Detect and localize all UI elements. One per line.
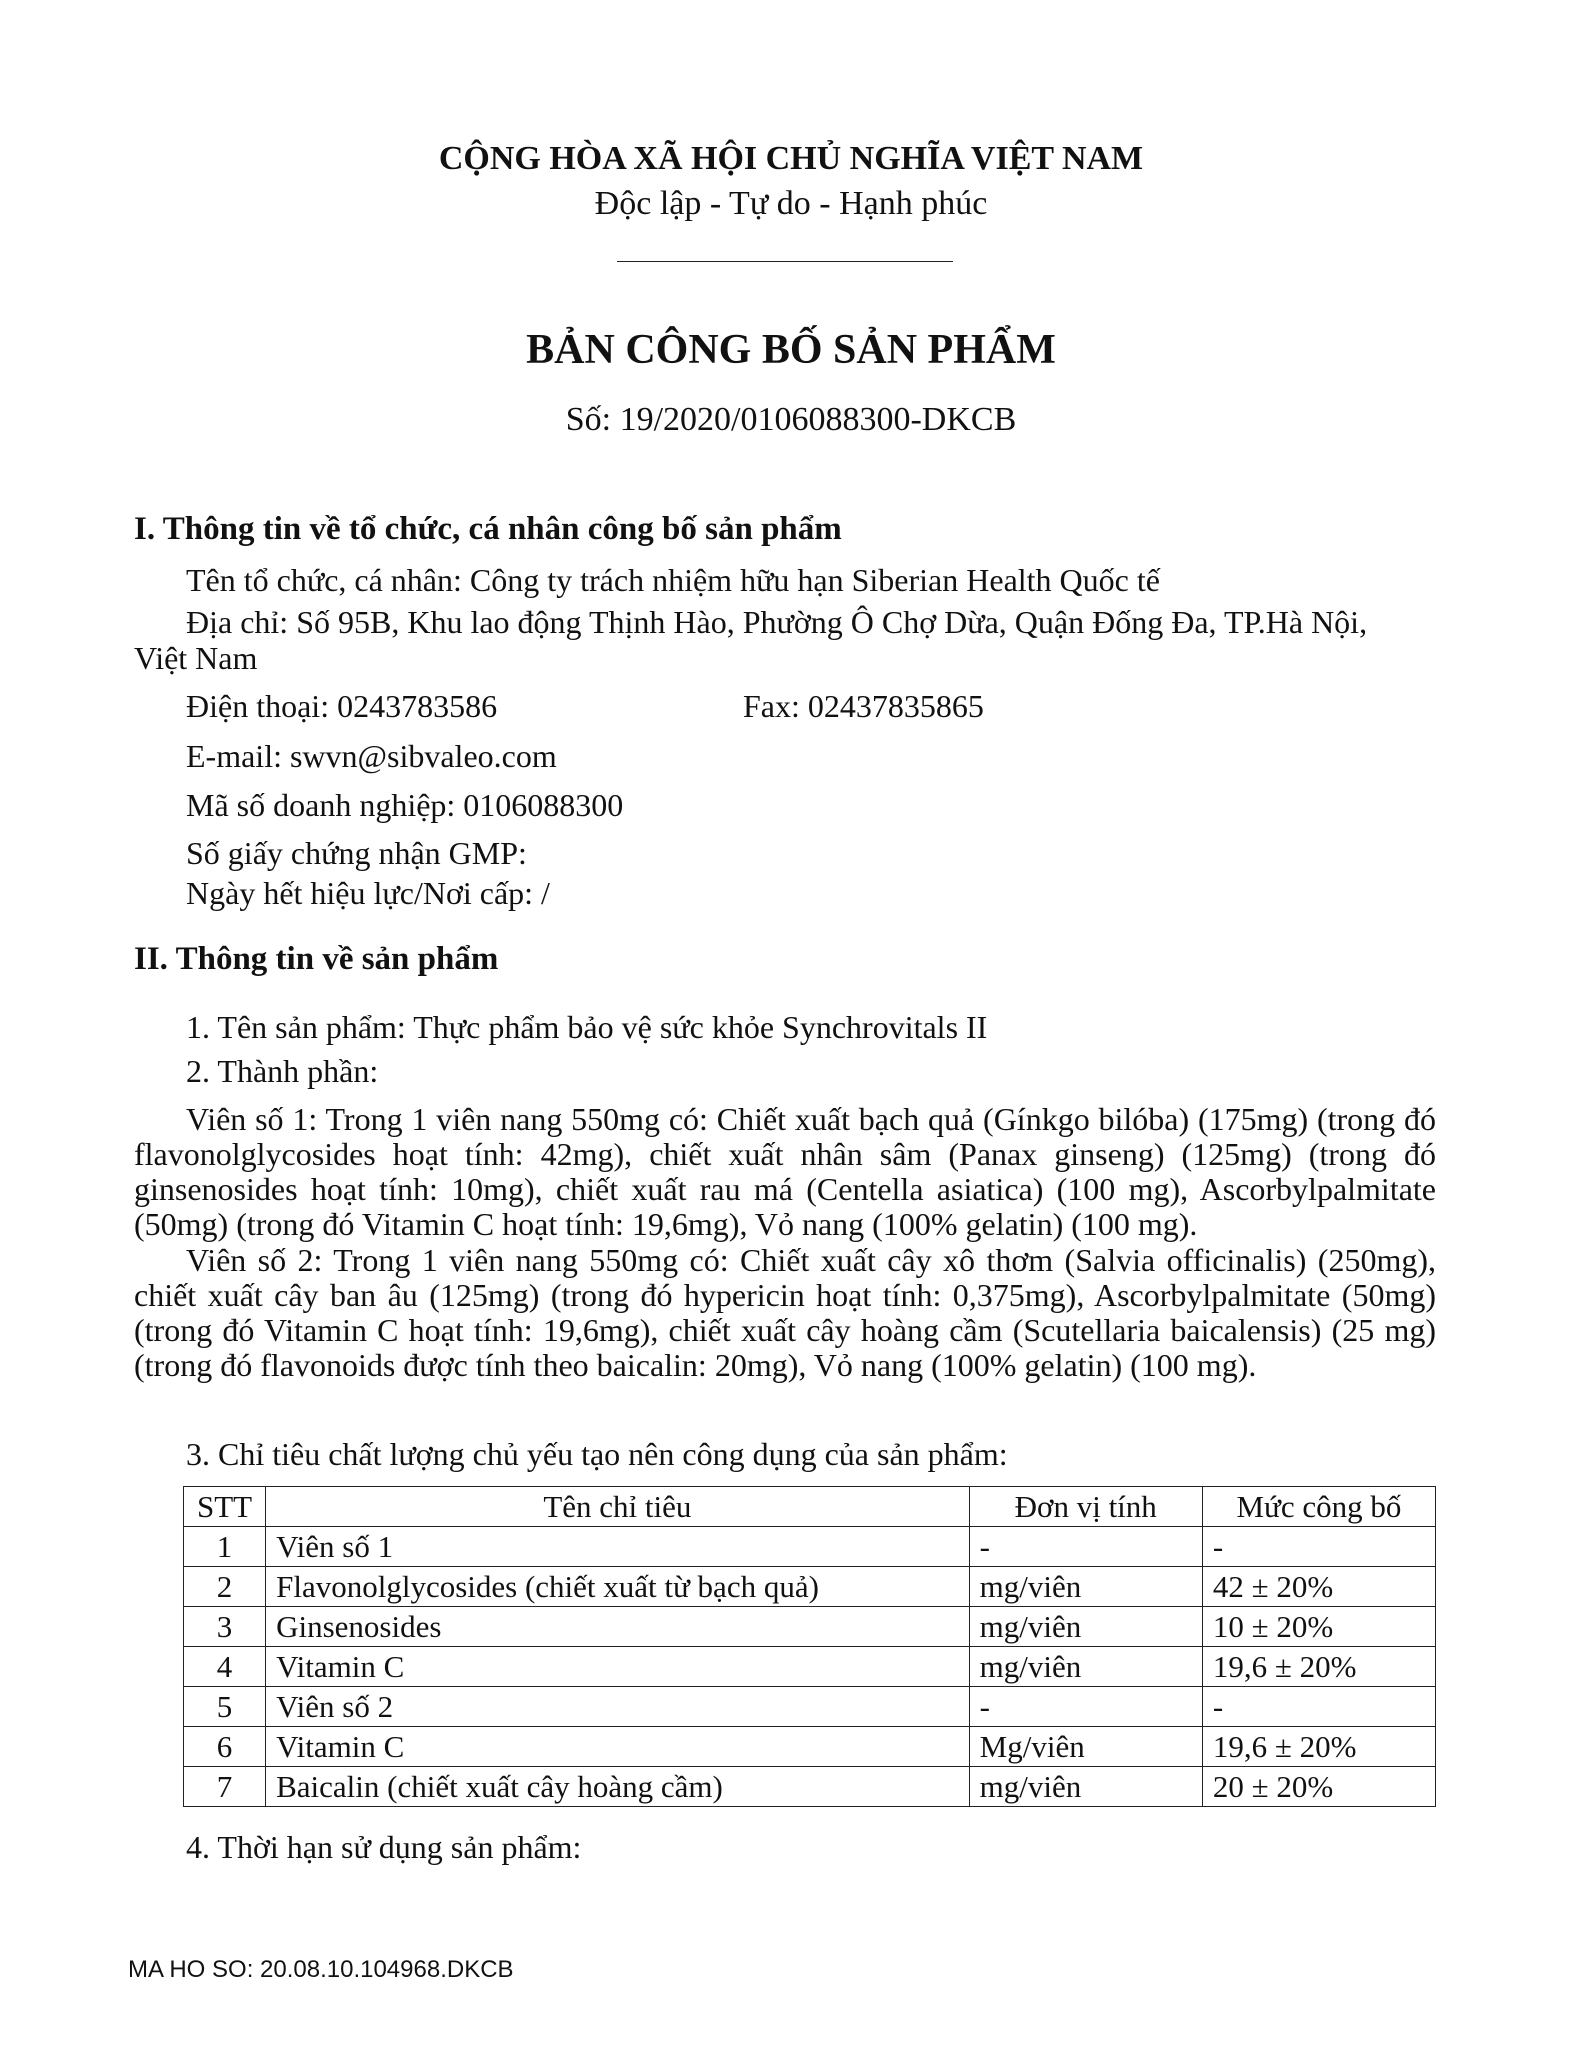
cell-level: 19,6 ± 20% [1202, 1727, 1435, 1767]
quality-criteria-label: 3. Chỉ tiêu chất lượng chủ yếu tạo nên công dụng của sản phẩm: [186, 1436, 1008, 1472]
capsule-1-composition: Viên số 1: Trong 1 viên nang 550mg có: Chiết xuất bạch quả (Gínkgo bilóba) (175mg) (trong đó flavonolglycosides hoạt tính: 42mg), chiết xuất nhân sâm (Panax ginseng) (125mg) (trong đó ginsenosides hoạt tính: 10mg), chiết xuất rau má (Centella asiatica) (100 mg), Ascorbylpalmitate (50mg) (trong đó Vitamin C hoạt tính: 19,6mg), Vỏ nang (100% gelatin) (100 mg). [134, 1101, 1436, 1242]
address-line-2: Việt Nam [134, 640, 258, 676]
cell-level: 19,6 ± 20% [1202, 1647, 1435, 1687]
cell-level: 20 ± 20% [1202, 1767, 1435, 1807]
phone: Điện thoại: 0243783586 [186, 688, 498, 724]
table-row [184, 1527, 1436, 1567]
section-2-heading: II. Thông tin về sản phẩm [134, 941, 499, 977]
document-number: Số: 19/2020/0106088300-DKCB [565, 401, 1017, 438]
header-divider [617, 261, 953, 262]
national-title: CỘNG HÒA XÃ HỘI CHỦ NGHĨA VIỆT NAM [438, 140, 1144, 177]
cell-level: 42 ± 20% [1202, 1567, 1435, 1607]
cell-criterion: Viên số 1 [266, 1527, 970, 1567]
header-criterion: Tên chỉ tiêu [266, 1487, 970, 1527]
cell-unit: mg/viên [969, 1607, 1202, 1647]
document-title: BẢN CÔNG BỐ SẢN PHẨM [526, 327, 1056, 373]
cell-criterion: Flavonolglycosides (chiết xuất từ bạch quả) [266, 1567, 970, 1607]
table-row [184, 1687, 1436, 1727]
cell-criterion: Vitamin C [266, 1727, 970, 1767]
cell-unit: mg/viên [969, 1567, 1202, 1607]
cell-criterion: Ginsenosides [266, 1607, 970, 1647]
cell-level: 10 ± 20% [1202, 1607, 1435, 1647]
national-motto: Độc lập - Tự do - Hạnh phúc [594, 185, 988, 222]
table-row [184, 1647, 1436, 1687]
fax: Fax: 02437835865 [743, 688, 984, 724]
cell-stt: 2 [184, 1567, 266, 1607]
table-row [184, 1727, 1436, 1767]
cell-stt: 4 [184, 1647, 266, 1687]
header-declared-level: Mức công bố [1202, 1487, 1435, 1527]
table-row [184, 1767, 1436, 1807]
cell-level: - [1202, 1687, 1435, 1727]
cell-unit: mg/viên [969, 1647, 1202, 1687]
cell-stt: 5 [184, 1687, 266, 1727]
cell-unit: - [969, 1687, 1202, 1727]
cell-unit: mg/viên [969, 1767, 1202, 1807]
cell-unit: - [969, 1527, 1202, 1567]
org-name: Tên tổ chức, cá nhân: Công ty trách nhiệm hữu hạn Siberian Health Quốc tế [186, 562, 1160, 598]
gmp-certificate: Số giấy chứng nhận GMP: [186, 835, 527, 871]
table-header-row [184, 1487, 1436, 1527]
section-1-heading: I. Thông tin về tổ chức, cá nhân công bố sản phẩm [134, 511, 842, 547]
dossier-code-footer: MA HO SO: 20.08.10.104968.DKCB [128, 1956, 514, 1983]
cell-unit: Mg/viên [969, 1727, 1202, 1767]
cell-criterion: Baicalin (chiết xuất cây hoàng cầm) [266, 1767, 970, 1807]
email: E-mail: swvn@sibvaleo.com [186, 738, 557, 774]
table-row [184, 1567, 1436, 1607]
expiry-issuer: Ngày hết hiệu lực/Nơi cấp: / [186, 875, 550, 911]
business-code: Mã số doanh nghiệp: 0106088300 [186, 787, 624, 823]
header-unit: Đơn vị tính [969, 1487, 1202, 1527]
table-row [184, 1607, 1436, 1647]
shelf-life-label: 4. Thời hạn sử dụng sản phẩm: [186, 1829, 582, 1865]
composition-label: 2. Thành phần: [186, 1053, 379, 1089]
header-stt: STT [184, 1487, 266, 1527]
quality-criteria-table [183, 1486, 1436, 1807]
cell-criterion: Vitamin C [266, 1647, 970, 1687]
product-name: 1. Tên sản phẩm: Thực phẩm bảo vệ sức khỏe Synchrovitals II [186, 1009, 988, 1045]
cell-stt: 6 [184, 1727, 266, 1767]
cell-level: - [1202, 1527, 1435, 1567]
capsule-2-composition: Viên số 2: Trong 1 viên nang 550mg có: Chiết xuất cây xô thơm (Salvia officinalis) (250mg), chiết xuất cây ban âu (125mg) (trong đó hypericin hoạt tính: 0,375mg), Ascorbylpalmitate (50mg) (trong đó Vitamin C hoạt tính: 19,6mg), chiết xuất cây hoàng cầm (Scutellaria baicalensis) (25 mg) (trong đó flavonoids được tính theo baicalin: 20mg), Vỏ nang (100% gelatin) (100 mg). [134, 1242, 1436, 1383]
cell-stt: 3 [184, 1607, 266, 1647]
cell-stt: 7 [184, 1767, 266, 1807]
address-line-1: Địa chỉ: Số 95B, Khu lao động Thịnh Hào, Phường Ô Chợ Dừa, Quận Đống Đa, TP.Hà Nội, [186, 604, 1368, 640]
cell-stt: 1 [184, 1527, 266, 1567]
cell-criterion: Viên số 2 [266, 1687, 970, 1727]
